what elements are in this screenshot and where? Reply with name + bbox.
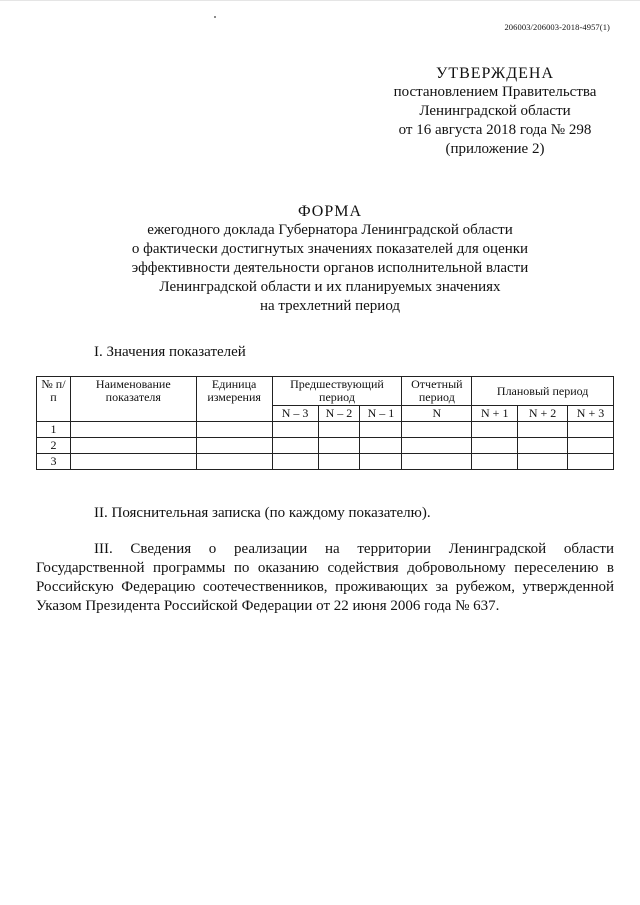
row-number: 2 — [37, 438, 71, 454]
form-title-block — [60, 202, 600, 316]
header-num: № п/п — [37, 377, 71, 422]
subheader-planned: N + 1 — [472, 406, 518, 422]
subheader-prev: N – 3 — [272, 406, 318, 422]
form-title: ФОРМА — [297, 203, 363, 220]
header-reporting-period: Отчетный период — [402, 377, 472, 406]
table-row — [37, 454, 614, 470]
approval-line: (приложение 2) — [445, 141, 545, 157]
indicators-table — [36, 376, 614, 470]
scan-speck — [214, 16, 216, 18]
approval-block — [380, 64, 610, 159]
approval-line: Ленинградской области — [419, 103, 571, 119]
form-title-line: эффективности деятельности органов исполнительной власти — [131, 260, 529, 276]
form-title-line: Ленинградской области и их планируемых значениях — [159, 279, 501, 295]
header-name: Наименование показателя — [70, 377, 196, 422]
table-header-row — [37, 377, 614, 406]
subheader-prev: N – 1 — [360, 406, 402, 422]
scan-edge-line — [0, 0, 640, 1]
section-two-note: II. Пояснительная записка (по каждому показателю). — [94, 505, 431, 521]
header-previous-period: Предшествующий период — [272, 377, 402, 406]
section-three-paragraph: III. Сведения о реализации на территории Ленинградской области Государственной программы по оказанию содействия добровольному переселению в Российскую Федерацию соотечественников, проживающих за рубежом, утвержденной Указом Президента Российской Федерации от 22 июня 2006 года № 637. — [36, 541, 614, 614]
section-one-heading: I. Значения показателей — [94, 344, 246, 360]
row-number: 3 — [37, 454, 71, 470]
subheader-prev: N – 2 — [318, 406, 360, 422]
approval-line: постановлением Правительства — [393, 84, 597, 100]
subheader-planned: N + 3 — [568, 406, 614, 422]
subheader-planned: N + 2 — [518, 406, 568, 422]
form-title-line: на трехлетний период — [259, 298, 401, 314]
row-number: 1 — [37, 422, 71, 438]
document-id-stamp: 206003/206003-2018-4957(1) — [504, 22, 610, 32]
subheader-reporting: N — [402, 406, 472, 422]
approval-line: от 16 августа 2018 года № 298 — [398, 122, 592, 138]
form-title-line: о фактически достигнутых значениях показателей для оценки — [131, 241, 529, 257]
header-planned-period: Плановый период — [472, 377, 614, 406]
approval-heading: УТВЕРЖДЕНА — [435, 65, 554, 82]
form-title-line: ежегодного доклада Губернатора Ленинградской области — [147, 222, 513, 238]
header-unit: Единица измерения — [196, 377, 272, 422]
table-row — [37, 438, 614, 454]
table-row — [37, 422, 614, 438]
